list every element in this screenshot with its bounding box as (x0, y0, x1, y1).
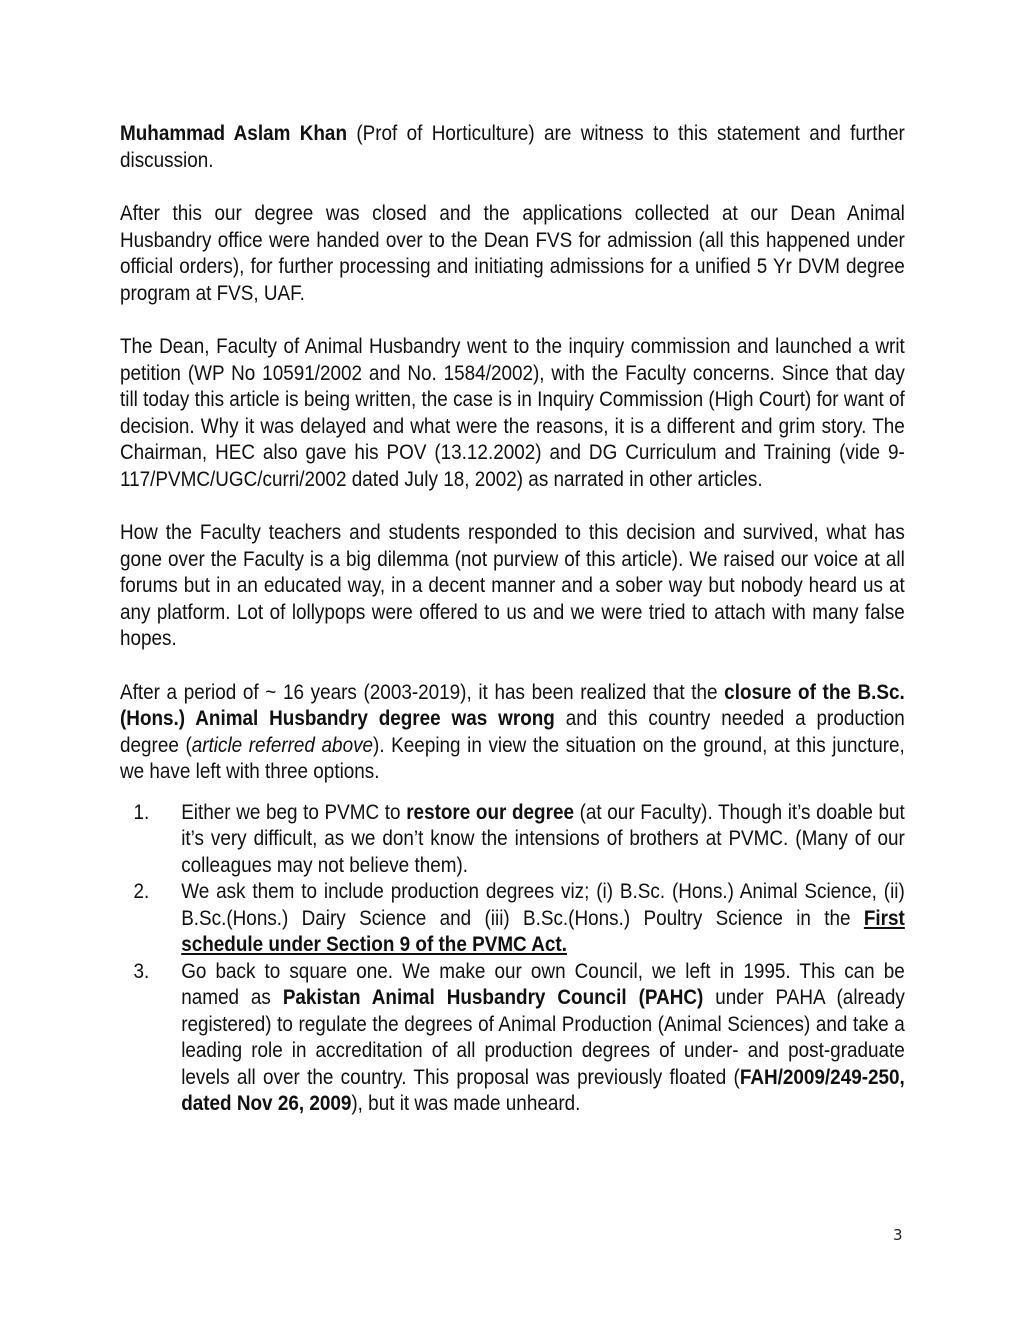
list-number: 2. (133, 880, 150, 903)
paragraph-faculty-response: How the Faculty teachers and students responded to this decision and survived, what has gone over the Faculty is a big dilemma (not purview of this article). We raised our voice at all forums but in an educated way, in a decent manner and a sober way but nobody heard us at any platform. Lot of lollypops were offered to us and we were tried to attach with many false hopes. (120, 521, 905, 650)
council-name: Pakistan Animal Husbandry Council (PAHC) (282, 986, 704, 1009)
options-list (120, 800, 905, 1118)
witness-name: Muhammad Aslam Khan (120, 122, 347, 145)
first-schedule-text: First schedule under Section 9 of the PVMC Act. (181, 906, 905, 956)
paragraph-degree-closed: After this our degree was closed and the applications collected at our Dean Animal Husbandry office were handed over to the Dean FVS for admission (all this happened under official orders), for further processing and initiating admissions for a unified 5 Yr DVM degree program at FVS, UAF. (120, 202, 905, 305)
restore-degree-text: restore our degree (406, 800, 574, 824)
list-number: 1. (133, 800, 150, 824)
page-number: 3 (893, 1226, 903, 1244)
proposal-reference: FAH/2009/249-250, dated Nov 26, 2009 (181, 1065, 905, 1115)
paragraph-witness (120, 121, 905, 174)
list-item-option-1: 1. Either we beg to PVMC to restore our degree (at our Faculty). Though it’s doable but it’s very difficult, as we don’t know the intensions of brothers at PVMC. (Many of our colleagues may not believe them). (133, 800, 905, 877)
list-item-option-2: 2. We ask them to include production degrees viz; (i) B.Sc. (Hons.) Animal Science, (ii) B.Sc.(Hons.) Dairy Science and (iii) B.Sc.(Hons.) Poultry Science in the First schedule under Section 9 of the PVMC Act. (133, 880, 905, 956)
article-reference: article referred above (191, 733, 374, 757)
list-number: 3. (133, 959, 150, 983)
paragraph-realization: After a period of ~ 16 years (2003-2019), it has been realized that the closure of the B.Sc.(Hons.) Animal Husbandry degree was wrong and this country needed a production degree (article referred above). Keeping in view the situation on the ground, at this juncture, we have left with three options. (120, 680, 905, 783)
page-body (120, 121, 905, 1118)
closure-statement: closure of the B.Sc.(Hons.) Animal Husbandry degree was wrong (120, 680, 905, 730)
list-item-option-3: 3. Go back to square one. We make our own Council, we left in 1995. This can be named as Pakistan Animal Husbandry Council (PAHC) under PAHA (already registered) to regulate the degrees of Animal Production (Animal Sciences) and take a leading role in accreditation of all production degrees of under- and post-graduate levels all over the country. This proposal was previously floated (FAH/2009/249-250, dated Nov 26, 2009), but it was made unheard. (133, 959, 905, 1115)
paragraph-writ-petition: The Dean, Faculty of Animal Husbandry went to the inquiry commission and launched a writ petition (WP No 10591/2002 and No. 1584/2002), with the Faculty concerns. Since that day till today this article is being written, the case is in Inquiry Commission (High Court) for want of decision. Why it was delayed and what were the reasons, it is a different and grim story. The Chairman, HEC also gave his POV (13.12.2002) and DG Curriculum and Training (vide 9-117/PVMC/UGC/curri/2002 dated July 18, 2002) as narrated in other articles. (120, 335, 905, 491)
witness-text: (Prof of Horticulture) are witness to this statement and further discussion. (120, 122, 905, 172)
